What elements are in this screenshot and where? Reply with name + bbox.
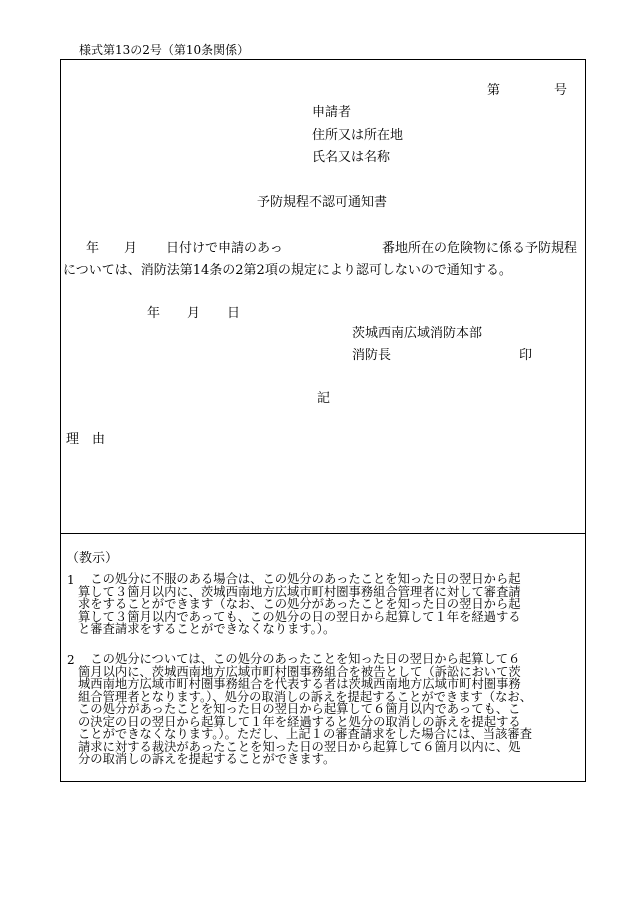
instruction-line: の決定の日の翌日から起算して１年を経過すると処分の取消しの訴えを提起する — [78, 714, 521, 729]
document-number-go: 号 — [554, 83, 568, 98]
instruction-item-2 — [78, 653, 532, 766]
form-number-label: 様式第13の2号（第10条関係） — [79, 43, 250, 57]
instruction-item-1-number: 1 — [67, 573, 75, 587]
applicant-label: 申請者 — [312, 105, 352, 120]
date-day: 日 — [227, 306, 241, 321]
instruction-line: 組合管理者となります。）、処分の取消しの訴えを提起することができます（なお、 — [78, 689, 532, 704]
body-location-phrase: 番地所在の危険物に係る予防規程 — [382, 241, 578, 256]
instruction-line: 算して３箇月以内であっても、この処分の日の翌日から起算して１年を経過する — [78, 609, 521, 624]
instructions-heading: （教示） — [66, 551, 119, 566]
document-title: 予防規程不認可通知書 — [257, 195, 388, 210]
ki-heading: 記 — [317, 391, 331, 406]
issuer-title: 消防長 — [352, 348, 392, 363]
instruction-line: 分の取消しの訴えを提起することができます。 — [78, 752, 336, 766]
instruction-line: この処分については、この処分のあったことを知った日の翌日から起算して６ — [78, 652, 521, 666]
date-month: 月 — [187, 306, 201, 321]
reason-label: 理 由 — [66, 432, 106, 447]
document-number-dai: 第 — [487, 83, 501, 98]
body-year: 年 — [86, 241, 100, 256]
applicant-name-label: 氏名又は名称 — [312, 150, 391, 165]
issuer-organization: 茨城西南広域消防本部 — [352, 326, 483, 341]
body-day-phrase: 日付けで申請のあっ — [166, 241, 283, 256]
instruction-item-1 — [78, 573, 521, 636]
instruction-line: この処分があったことを知った日の翌日から起算して６箇月以内であっても、こ — [78, 702, 521, 716]
instruction-line: 城西南地方広域市町村圏事務組合を代表する者は茨城西南地方広域市町村圏事務 — [78, 677, 521, 691]
instruction-line: 求をすることができます（なお、この処分があったことを知った日の翌日から起 — [78, 597, 521, 611]
body-text-line2: については、消防法第14条の2第2項の規定により認可しないので通知する。 — [63, 263, 512, 278]
instruction-line: 算して３箇月以内に、茨城西南地方広域市町村圏事務組合管理者に対して審査請 — [78, 584, 521, 599]
instruction-line: ことができなくなります。）。ただし、上記１の審査請求をした場合には、当該審査 — [78, 727, 532, 741]
section-divider — [60, 533, 586, 534]
seal-mark: 印 — [519, 348, 533, 363]
body-month: 月 — [124, 241, 138, 256]
instruction-item-2-number: 2 — [67, 653, 75, 667]
instruction-line: 請求に対する裁決があったことを知った日の翌日から起算して６箇月以内に、処 — [78, 739, 521, 754]
instruction-line: と審査請求をすることができなくなります。）。 — [78, 622, 336, 636]
date-year: 年 — [147, 306, 161, 321]
applicant-address-label: 住所又は所在地 — [312, 128, 404, 143]
instruction-line: この処分に不服のある場合は、この処分のあったことを知った日の翌日から起 — [78, 572, 521, 586]
instruction-line: 箇月以内に、茨城西南地方広域市町村圏事務組合を被告として（訴訟において茨 — [78, 664, 521, 679]
